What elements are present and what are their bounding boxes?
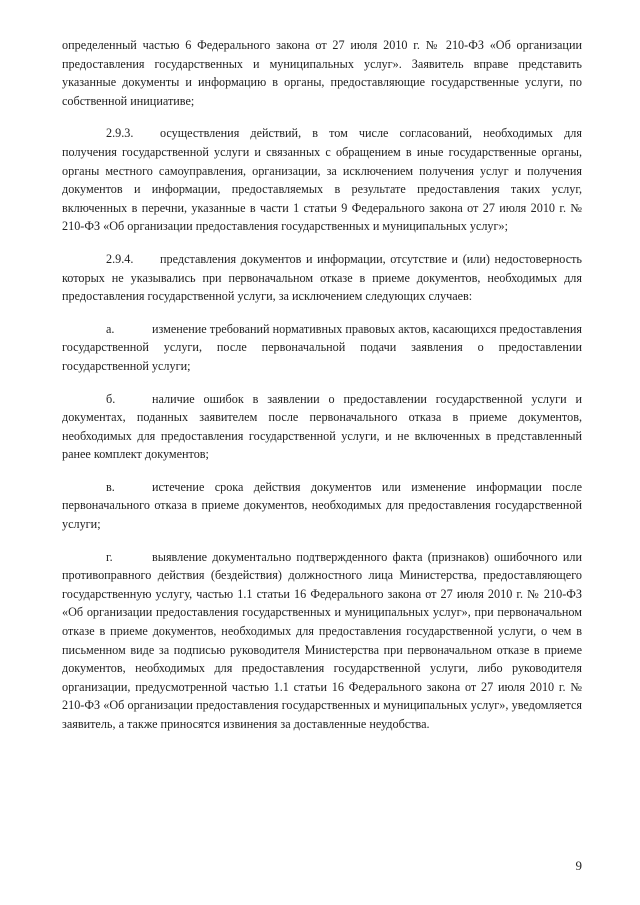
subclause-g [62,548,582,734]
subclause-letter: г. [106,549,113,564]
clause-number: 2.9.4. [106,251,134,266]
page-number: 9 [575,858,582,873]
document-page [62,36,582,748]
paragraph-continuation [62,36,582,110]
paragraph-text: выявление документально подтвержденного факта (признаков) ошибочного или противоправного действия (бездействия) должностного лица Министерства, предоставляющего государственную услугу, частью 1.1 статьи 16 Федерального закона от 27 июля 2010 г. № 210-ФЗ «Об организации предоставления государственных и муниципальных услуг», при первоначальном отказе в приеме документов, необходимых для предоставления государственной услуги, о чем в письменном виде за подписью руководителя Министерства при первоначальном отказе в приеме документов, необходимых для предоставления государственной услуги, либо руководителя организации, предусмотренной частью 1.1 статьи 16 Федерального закона от 27 июля 2010 г. № 210-ФЗ «Об организации предоставления государственных и муниципальных услуг», уведомляется заявитель, а также приносятся извинения за доставленные неудобства. [62,549,582,731]
paragraph-text: изменение требований нормативных правовых актов, касающихся предоставления государственной услуги, после первоначальной подачи заявления о предоставлении государственной услуги; [62,321,582,373]
paragraph-text: определенный частью 6 Федерального закона от 27 июля 2010 г. № 210-ФЗ «Об организации предоставления государственных и муниципальных услуг». Заявитель вправе представить указанные документы и информацию в органы, предоставляющие государственные услуги, по собственной инициативе; [62,38,582,108]
subclause-v [62,478,582,534]
paragraph-text: истечение срока действия документов или изменение информации после первоначального отказа в приеме документов, необходимых для предоставления государственной услуги; [62,479,582,532]
paragraph-2-9-3 [62,124,582,236]
subclause-a [62,320,582,376]
paragraph-2-9-4 [62,250,582,306]
paragraph-text: наличие ошибок в заявлении о предоставлении государственной услуги и документах, поданных заявителем после первоначального отказа в приеме документов, необходимых для предоставления государственной услуги, и не включенных в представленный ранее комплект документов; [62,391,582,462]
subclause-letter: в. [106,479,115,494]
paragraph-text: осуществления действий, в том числе согласований, необходимых для получения государственной услуги и связанных с обращением в иные государственные органы, органы местного самоуправления, организации, за исключением получения услуг и получения документов и информации, предоставляемых в результате предоставления таких услуг, включенных в перечни, указанные в части 1 статьи 9 Федерального закона от 27 июля 2010 г. № 210-ФЗ «Об организации предоставления государственных и муниципальных услуг»; [62,126,582,234]
subclause-b [62,390,582,464]
subclause-letter: а. [106,321,115,336]
clause-number: 2.9.3. [106,126,134,141]
subclause-letter: б. [106,391,116,406]
paragraph-text: представления документов и информации, отсутствие и (или) недостоверность которых не указывались при первоначальном отказе в приеме документов, необходимых для предоставления государственной услуги, за исключением следующих случаев: [62,251,582,304]
